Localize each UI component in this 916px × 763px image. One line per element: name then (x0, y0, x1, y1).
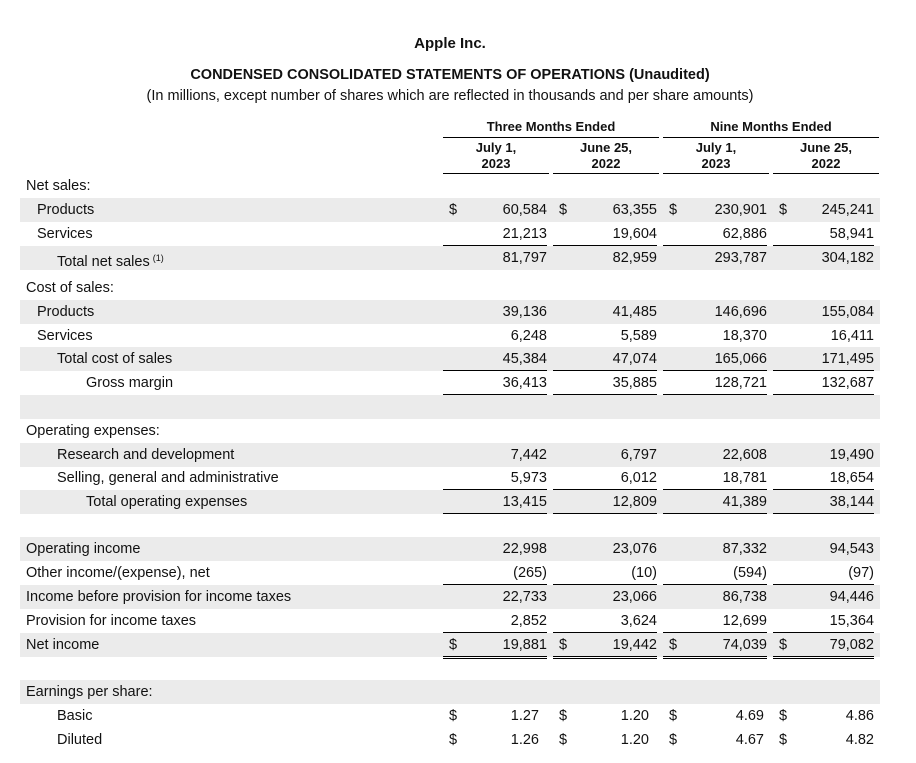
section-header-operating-expenses (20, 419, 880, 443)
table-row-other-income (20, 561, 880, 585)
cell-value: 19,442 (553, 633, 657, 659)
row-label: Provision for income taxes (26, 613, 197, 629)
cell-value: 1.20 (620, 732, 649, 748)
cell-value: 35,885 (553, 371, 657, 395)
cell-value: 63,355 (612, 202, 657, 218)
cell-value: (10) (553, 561, 657, 585)
table-row-operating-income (20, 537, 880, 561)
cell-value: 6,248 (443, 324, 547, 348)
cell-value: 18,654 (773, 466, 874, 490)
cell-value: 94,543 (829, 541, 874, 557)
cell-value: 41,485 (612, 304, 657, 320)
cell-value: 86,738 (722, 589, 767, 605)
dollar-sign: $ (448, 202, 458, 218)
row-label-text: Total net sales (57, 254, 150, 270)
column-header-q-2023 (443, 140, 549, 172)
footnote-marker: (1) (152, 253, 164, 263)
dollar-sign: $ (668, 637, 678, 653)
cell-value: 165,066 (663, 347, 767, 371)
cell-value: 45,384 (443, 347, 547, 371)
table-row-net-income (20, 633, 880, 657)
row-label: Gross margin (86, 375, 174, 391)
cell-value: 4.67 (735, 732, 764, 748)
dollar-sign: $ (448, 708, 458, 724)
row-label: Diluted (57, 732, 103, 748)
period-three-months: Three Months Ended (443, 119, 659, 138)
row-label: Selling, general and administrative (57, 470, 279, 486)
dollar-sign: $ (448, 637, 458, 653)
cell-value: 22,733 (502, 589, 547, 605)
dollar-sign: $ (778, 637, 788, 653)
cell-value: 23,066 (612, 589, 657, 605)
cell-value: 22,998 (502, 541, 547, 557)
column-header-year: 2023 (701, 156, 731, 171)
cell-value: (265) (443, 561, 547, 585)
cell-value: 18,370 (663, 324, 767, 348)
table-row-eps-diluted (20, 728, 880, 752)
cell-value: 16,411 (773, 324, 874, 348)
dollar-sign: $ (448, 732, 458, 748)
column-header-year: 2022 (591, 156, 621, 171)
cell-value: 1.26 (510, 732, 539, 748)
row-label: Research and development (57, 447, 235, 463)
table-row-income-before-taxes (20, 585, 880, 609)
row-label: Total operating expenses (86, 494, 248, 510)
table-row-total-net-sales (20, 246, 880, 270)
cell-value: 2,852 (443, 609, 547, 633)
cell-value: 38,144 (773, 490, 874, 514)
cell-value: 41,389 (663, 490, 767, 514)
dollar-sign: $ (668, 708, 678, 724)
table-row-gross-margin (20, 371, 880, 395)
cell-value: 21,213 (443, 222, 547, 246)
cell-value: (594) (663, 561, 767, 585)
column-header-year: 2022 (811, 156, 841, 171)
table-row-total-operating-expenses (20, 490, 880, 514)
cell-value: 171,495 (773, 347, 874, 371)
cell-value: 230,901 (714, 202, 767, 218)
row-label: Operating income (26, 541, 141, 557)
column-header-q-2022 (553, 140, 659, 172)
column-header-year: 2023 (481, 156, 511, 171)
section-header-cost-of-sales (20, 276, 880, 300)
cell-value: 12,699 (663, 609, 767, 633)
column-header-date: June 25, (579, 140, 633, 155)
dollar-sign: $ (668, 202, 678, 218)
units-note: (In millions, except number of shares which are reflected in thousands and per share amounts) (146, 88, 754, 104)
dollar-sign: $ (558, 732, 568, 748)
cell-value: 7,442 (510, 447, 547, 463)
row-label: Services (37, 226, 93, 242)
row-label: Total cost of sales (57, 351, 173, 367)
section-header-eps (20, 680, 880, 704)
section-header-net-sales (20, 174, 880, 198)
row-label: Cost of sales: (26, 280, 114, 296)
statement-title: CONDENSED CONSOLIDATED STATEMENTS OF OPERATIONS (Unaudited) (190, 67, 710, 83)
dollar-sign: $ (778, 202, 788, 218)
cell-value: 62,886 (663, 222, 767, 246)
column-header-ytd-2023 (663, 140, 769, 172)
row-label: Earnings per share: (26, 684, 153, 700)
table-row-tax-provision (20, 609, 880, 633)
dollar-sign: $ (558, 637, 568, 653)
cell-value: 15,364 (773, 609, 874, 633)
cell-value: 79,082 (773, 633, 874, 659)
cell-value: 36,413 (443, 371, 547, 395)
cell-value: 19,881 (443, 633, 547, 659)
dollar-sign: $ (668, 732, 678, 748)
cell-value: 4.82 (845, 732, 874, 748)
cell-value: 293,787 (714, 250, 767, 266)
cell-value: 132,687 (773, 371, 874, 395)
cell-value: 5,589 (553, 324, 657, 348)
table-row-cos-products (20, 300, 880, 324)
company-name: Apple Inc. (414, 35, 486, 52)
row-label: Net sales: (26, 178, 91, 194)
row-label: Services (37, 328, 93, 344)
table-row-services (20, 222, 880, 246)
row-label: Net income (26, 637, 100, 653)
column-header-date: July 1, (475, 140, 517, 155)
row-label: Operating expenses: (26, 423, 160, 439)
dollar-sign: $ (778, 732, 788, 748)
cell-value: 1.20 (620, 708, 649, 724)
cell-value: 13,415 (443, 490, 547, 514)
cell-value: 74,039 (663, 633, 767, 659)
cell-value: (97) (773, 561, 874, 585)
cell-value: 58,941 (773, 222, 874, 246)
row-label: Products (37, 202, 95, 218)
column-header-date: June 25, (799, 140, 853, 155)
row-label (57, 246, 164, 274)
cell-value: 128,721 (663, 371, 767, 395)
column-header-date: July 1, (695, 140, 737, 155)
cell-value: 19,490 (829, 447, 874, 463)
cell-value: 4.86 (845, 708, 874, 724)
cell-value: 39,136 (502, 304, 547, 320)
cell-value: 18,781 (663, 466, 767, 490)
cell-value: 6,012 (553, 466, 657, 490)
row-label: Products (37, 304, 95, 320)
dollar-sign: $ (558, 708, 568, 724)
dollar-sign: $ (558, 202, 568, 218)
cell-value: 60,584 (502, 202, 547, 218)
cell-value: 4.69 (735, 708, 764, 724)
cell-value: 47,074 (553, 347, 657, 371)
table-row-total-cost-of-sales (20, 347, 880, 371)
cell-value: 6,797 (620, 447, 657, 463)
spacer-row (20, 395, 880, 419)
cell-value: 82,959 (612, 250, 657, 266)
dollar-sign: $ (778, 708, 788, 724)
table-row-research-development (20, 443, 880, 467)
column-header-ytd-2022 (773, 140, 879, 172)
cell-value: 19,604 (553, 222, 657, 246)
cell-value: 304,182 (821, 250, 874, 266)
row-label: Basic (57, 708, 93, 724)
cell-value: 23,076 (612, 541, 657, 557)
row-label: Other income/(expense), net (26, 565, 210, 581)
cell-value: 22,608 (722, 447, 767, 463)
table-row-sga (20, 466, 880, 490)
cell-value: 87,332 (722, 541, 767, 557)
cell-value: 81,797 (502, 250, 547, 266)
cell-value: 146,696 (714, 304, 767, 320)
period-nine-months: Nine Months Ended (663, 119, 879, 138)
table-row-products (20, 198, 880, 222)
cell-value: 155,084 (821, 304, 874, 320)
cell-value: 1.27 (510, 708, 539, 724)
table-row-eps-basic (20, 704, 880, 728)
cell-value: 245,241 (821, 202, 874, 218)
cell-value: 94,446 (829, 589, 874, 605)
table-row-cos-services (20, 324, 880, 348)
cell-value: 12,809 (553, 490, 657, 514)
cell-value: 3,624 (553, 609, 657, 633)
cell-value: 5,973 (443, 466, 547, 490)
row-label: Income before provision for income taxes (26, 589, 292, 605)
